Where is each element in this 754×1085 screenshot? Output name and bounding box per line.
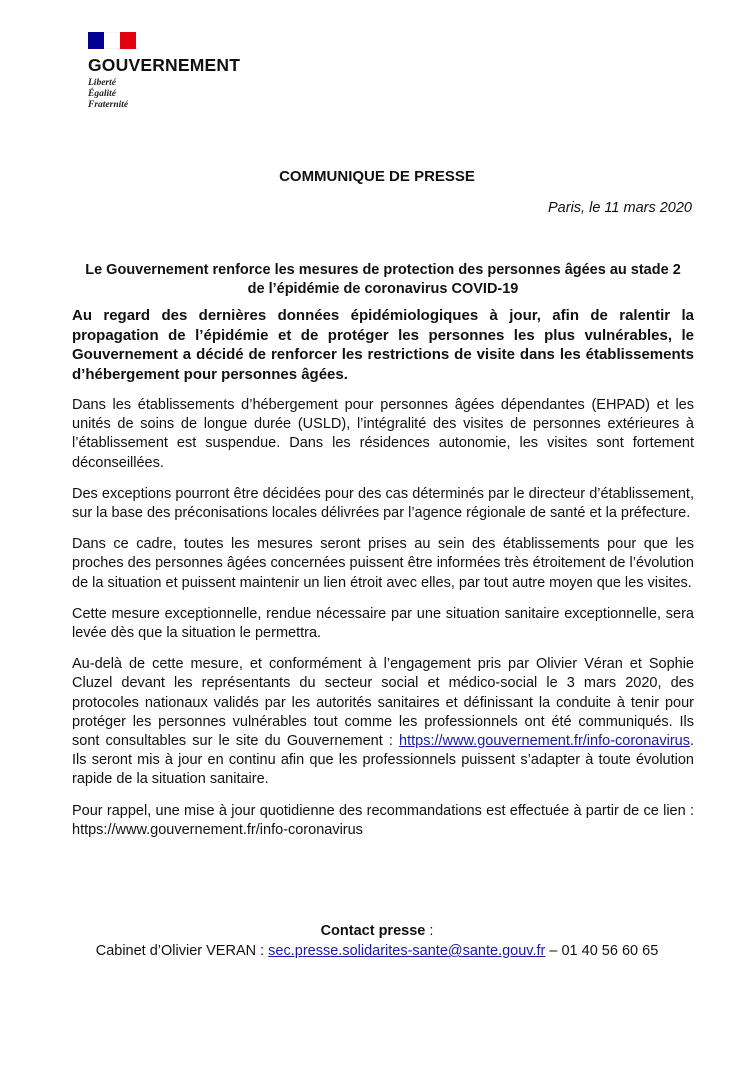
paragraph-protocols	[72, 655, 694, 789]
lead-paragraph: Au regard des dernières données épidémiologiques à jour, afin de ralentir la propagation de l’épidémie et de protéger les personnes les plus vulnérables, le Gouvernement a décidé de renforcer les restrictions de visite dans les établissements d’hébergement pour personnes âgées.	[72, 307, 694, 383]
paragraph-reminder: Pour rappel, une mise à jour quotidienne des recommandations est effectuée à partir de ce lien : https://www.gouvernement.fr/info-coronavirus	[72, 802, 694, 838]
contact-line	[0, 941, 754, 961]
protocols-text-after: . Ils seront mis à jour en continu afin que les professionnels puissent s’adapter à toute évolution rapide de la situation sanitaire.	[72, 733, 694, 788]
contact-prefix: Cabinet d’Olivier VERAN :	[95, 943, 269, 959]
contact-heading-colon: :	[425, 923, 434, 939]
motto-fraternite: Fraternité	[88, 100, 129, 110]
document-title: COMMUNIQUE DE PRESSE	[279, 168, 475, 185]
press-contact	[0, 921, 754, 961]
flag-blue-stripe	[88, 32, 104, 49]
motto-egalite: Égalité	[88, 89, 116, 99]
contact-heading-line	[0, 921, 754, 941]
paragraph-ehpad-visits: Dans les établissements d’hébergement pour personnes âgées dépendantes (EHPAD) et les unités de soins de longue durée (USLD), l’intégralité des visites de personnes extérieures à l’établissement est suspendue. Dans les résidences autonomie, les visites sont fortement déconseillées.	[72, 397, 694, 471]
press-release-body	[72, 306, 694, 852]
contact-heading: Contact presse	[320, 923, 426, 939]
flag-red-stripe	[120, 32, 136, 49]
paragraph-exceptions: Des exceptions pourront être décidées pour des cas déterminés par le directeur d’établissement, sur la base des préconisations locales délivrées par l’agence régionale de santé et la préfecture.	[72, 485, 694, 522]
paragraph-lifting: Cette mesure exceptionnelle, rendue nécessaire par une situation sanitaire exceptionnelle, sera levée dès que la situation le permettra.	[72, 605, 694, 642]
paragraph-measures: Dans ce cadre, toutes les mesures seront prises au sein des établissements pour que les proches des personnes âgées concernées puissent être informées très étroitement de l’évolution de la situation et puissent maintenir un lien étroit avec elles, par tout autre moyen que les visites.	[72, 536, 694, 591]
headline-line-2: de l’épidémie de coronavirus COVID-19	[247, 281, 519, 297]
logo-motto	[88, 78, 288, 111]
motto-liberte: Liberté	[88, 78, 116, 88]
marianne-flag-icon	[88, 32, 136, 49]
contact-email-link[interactable]: sec.presse.solidarites-sante@sante.gouv.fr	[268, 943, 546, 959]
gouvernement-info-link[interactable]: https://www.gouvernement.fr/info-coronavirus	[399, 733, 690, 750]
flag-white-stripe	[104, 32, 120, 49]
contact-phone: – 01 40 56 60 65	[545, 943, 659, 959]
headline	[70, 261, 696, 299]
headline-line-1: Le Gouvernement renforce les mesures de protection des personnes âgées au stade 2	[85, 262, 681, 278]
logo-title: GOUVERNEMENT	[88, 55, 241, 75]
government-logo	[88, 32, 288, 111]
protocols-text-before: Au-delà de cette mesure, et conformément à l’engagement pris par Olivier Véran et Sophie Cluzel devant les représentants du secteur social et médico-social le 3 mars 2020, des protocoles nationaux validés par les autorités sanitaires et définissant la conduite à tenir pour protéger les personnes vulnérables tout comme les professionnels ont été communiqués. Ils sont consultables sur le site du Gouvernement :	[72, 656, 694, 750]
dateline: Paris, le 11 mars 2020	[548, 200, 692, 216]
